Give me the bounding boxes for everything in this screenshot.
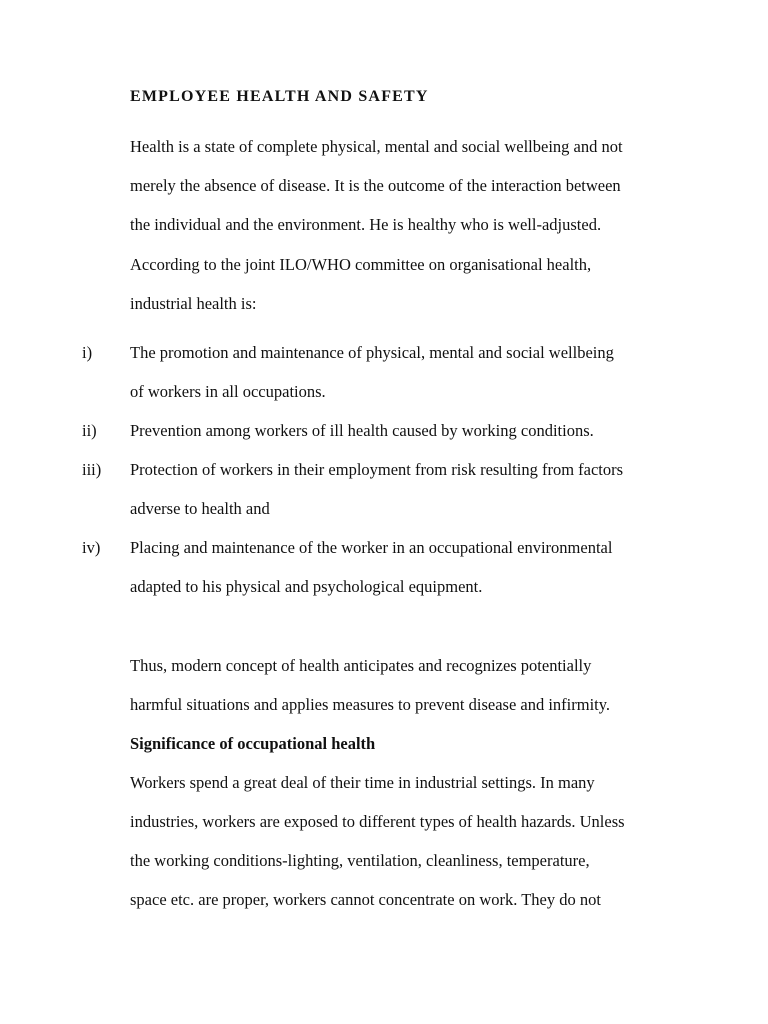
section-line-3: the working conditions-lighting, ventilation, cleanliness, temperature, xyxy=(130,851,590,870)
document-title: EMPLOYEE HEALTH AND SAFETY xyxy=(130,88,429,105)
list-item-4-line-1: Placing and maintenance of the worker in an occupational environmental xyxy=(130,538,613,557)
list-item-1-line-1: The promotion and maintenance of physical, mental and social wellbeing xyxy=(130,343,614,362)
conclusion-line-2: harmful situations and applies measures to prevent disease and infirmity. xyxy=(130,695,611,714)
list-item-3-line-1: Protection of workers in their employment from risk resulting from factors xyxy=(130,460,624,479)
list-marker-2: ii) xyxy=(82,421,97,440)
list-item-1-line-2: of workers in all occupations. xyxy=(130,382,326,401)
intro-line-5: industrial health is: xyxy=(130,294,257,313)
list-marker-4: iv) xyxy=(82,538,101,557)
list-item-3-line-2: adverse to health and xyxy=(130,499,270,518)
section-line-2: industries, workers are exposed to different types of health hazards. Unless xyxy=(130,812,625,831)
section-line-4: space etc. are proper, workers cannot concentrate on work. They do not xyxy=(130,890,601,909)
intro-line-3: the individual and the environment. He is healthy who is well-adjusted. xyxy=(130,215,602,234)
intro-line-2: merely the absence of disease. It is the outcome of the interaction between xyxy=(130,176,621,195)
intro-line-4: According to the joint ILO/WHO committee on organisational health, xyxy=(130,255,592,274)
list-marker-3: iii) xyxy=(82,460,102,479)
list-item-4-line-2: adapted to his physical and psychological equipment. xyxy=(130,577,483,596)
conclusion-line-1: Thus, modern concept of health anticipates and recognizes potentially xyxy=(130,656,592,675)
list-item-2-line-1: Prevention among workers of ill health caused by working conditions. xyxy=(130,421,594,440)
intro-line-1: Health is a state of complete physical, mental and social wellbeing and not xyxy=(130,137,623,156)
section-heading: Significance of occupational health xyxy=(130,734,376,753)
list-marker-1: i) xyxy=(82,343,93,362)
section-line-1: Workers spend a great deal of their time in industrial settings. In many xyxy=(130,773,595,792)
